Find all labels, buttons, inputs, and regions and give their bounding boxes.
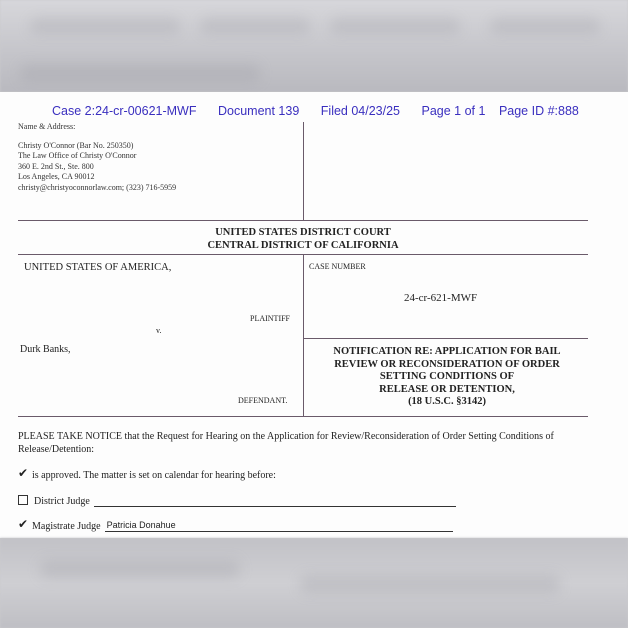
form-divider-vertical [303, 254, 304, 416]
form-rule [18, 220, 588, 221]
blurred-background-detail [300, 575, 560, 593]
notification-line: SETTING CONDITIONS OF [379, 371, 515, 382]
blurred-background-detail [30, 18, 180, 34]
approved-checkmark[interactable]: ✔ [18, 466, 29, 480]
blurred-background-detail [330, 18, 460, 34]
plaintiff-name: UNITED STATES OF AMERICA, [24, 262, 172, 273]
filing-header [52, 104, 597, 118]
versus: v. [156, 326, 162, 335]
notice-paragraph: PLEASE TAKE NOTICE that the Request for Hearing on the Application for Review/Reconsideration of Order Setting Conditions of Release/Detention: [18, 431, 554, 455]
district-judge-row [18, 494, 456, 507]
address-line: The Law Office of Christy O'Connor [18, 151, 137, 160]
plaintiff-label: PLAINTIFF [250, 314, 291, 323]
case-number-label: CASE NUMBER [309, 262, 366, 271]
defendant-label: DEFENDANT. [238, 396, 288, 405]
court-name-line2: CENTRAL DISTRICT OF CALIFORNIA [207, 239, 399, 251]
form-divider-vertical [303, 122, 304, 220]
district-judge-checkbox[interactable] [18, 495, 28, 505]
district-judge-label: District Judge [34, 496, 90, 507]
blurred-background-detail [490, 18, 600, 34]
notification-title [306, 346, 588, 409]
notification-line: REVIEW OR RECONSIDERATION OF ORDER [334, 358, 560, 370]
address-line: 360 E. 2nd St., Ste. 800 [18, 161, 94, 171]
notification-line: NOTIFICATION RE: APPLICATION FOR BAIL [333, 346, 561, 357]
case-id: Case 2:24-cr-00621-MWF [52, 104, 197, 118]
blurred-background-detail [40, 560, 240, 578]
page-id: Page ID #:888 [498, 104, 579, 118]
address-line: Los Angeles, CA 90012 [18, 172, 95, 181]
blurred-background-detail [20, 64, 260, 82]
address-line: christy@christyoconnorlaw.com; (323) 716-5959 [18, 182, 177, 192]
approved-text: is approved. The matter is set on calendar for hearing before: [32, 470, 276, 481]
case-number-value: 24-cr-621-MWF [404, 292, 478, 304]
magistrate-judge-name: Patricia Donahue [106, 520, 176, 530]
magistrate-judge-row [18, 517, 453, 532]
notification-line: (18 U.S.C. §3142) [408, 396, 486, 407]
form-rule [18, 416, 588, 417]
magistrate-judge-field[interactable] [105, 519, 453, 532]
document-number: Document 139 [217, 104, 300, 118]
blurred-background-detail [200, 18, 310, 34]
district-judge-field[interactable] [94, 494, 456, 507]
attorney-address [18, 122, 176, 193]
address-line: Christy O'Connor (Bar No. 250350) [18, 140, 134, 150]
court-document [0, 92, 628, 538]
court-name-line1: UNITED STATES DISTRICT COURT [215, 227, 391, 238]
magistrate-checkmark[interactable]: ✔ [18, 517, 29, 531]
magistrate-judge-label: Magistrate Judge [32, 521, 101, 532]
page-count: Page 1 of 1 [421, 104, 486, 118]
form-rule [303, 338, 588, 339]
notification-line: RELEASE OR DETENTION, [379, 383, 515, 395]
filed-date: Filed 04/23/25 [320, 104, 401, 118]
address-label: Name & Address: [18, 122, 76, 131]
court-name [18, 227, 588, 252]
approved-row [18, 466, 276, 481]
defendant-name: Durk Banks, [20, 344, 71, 355]
